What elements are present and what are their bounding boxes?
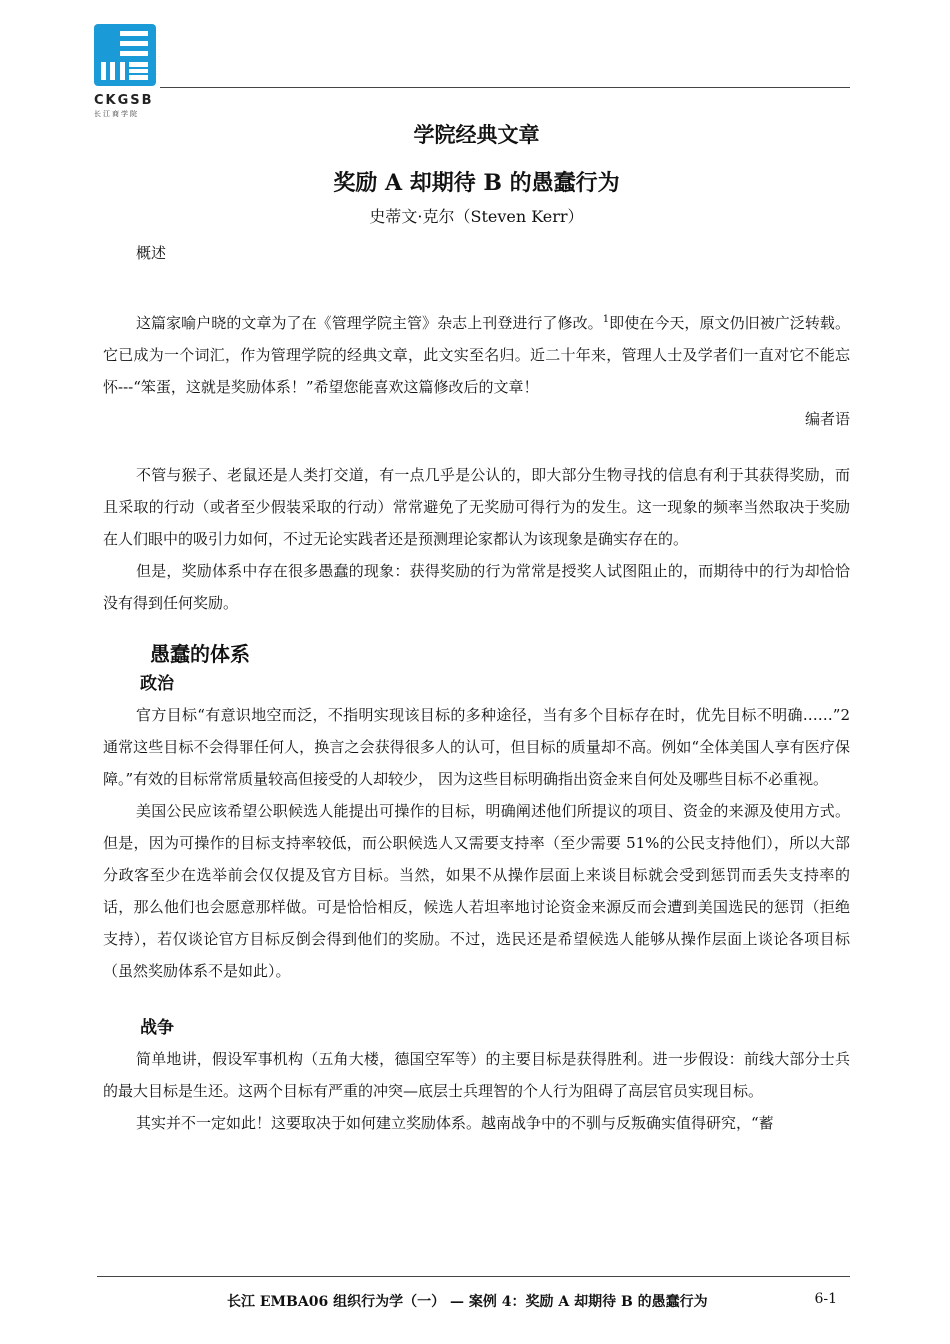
article-content bbox=[103, 118, 850, 1139]
intro-text-a: 这篇家喻户晓的文章为了在《管理学院主管》杂志上刊登进行了修改。 bbox=[136, 314, 603, 332]
ckgsb-logo bbox=[94, 24, 158, 119]
editor-note: 编者语 bbox=[804, 410, 850, 428]
section-title: 学院经典文章 bbox=[413, 122, 540, 147]
body-paragraph-2: 但是，奖励体系中存在很多愚蠢的现象：获得奖励的行为常常是授奖人试图阻止的，而期待中的行为却恰恰没有得到任何奖励。 bbox=[103, 562, 850, 612]
politics-heading: 政治 bbox=[140, 674, 174, 694]
intro-text-b: 即使在今天，原文仍旧被广泛转载。它已成为一个词汇，作为管理学院的经典文章，此文实至名归。近二十年来，管理人士及学者们一直对它不能忘怀---“笨蛋，这就是奖励体系！”希望您能喜欢这篇修改后的文章！ bbox=[103, 314, 850, 396]
footer-rule bbox=[97, 1276, 850, 1277]
article-title: 奖励 A 却期待 B 的愚蠢行为 bbox=[333, 170, 620, 196]
header-rule bbox=[160, 87, 850, 88]
footer-text: 长江 EMBA06 组织行为学（一） — 案例 4：奖励 A 却期待 B 的愚蠢行为 bbox=[227, 1294, 708, 1310]
article-author: 史蒂文·克尔（Steven Kerr） bbox=[369, 207, 584, 226]
logo-subtitle: 长江商学院 bbox=[94, 110, 139, 118]
page-number: 6-1 bbox=[814, 1291, 837, 1307]
ckgsb-logo-icon bbox=[94, 24, 156, 86]
overview-label: 概述 bbox=[136, 244, 167, 262]
footnote-mark: 1 bbox=[602, 314, 610, 325]
intro-paragraph bbox=[103, 304, 850, 403]
politics-paragraph-2: 美国公民应该希望公职候选人能提出可操作的目标，明确阐述他们所提议的项目、资金的来源及使用方式。但是，因为可操作的目标支持率较低，而公职候选人又需要支持率（至少需要 51%的公民支持他们），所以大部分政客至少在选举前会仅仅提及官方目标。当然，如果不从操作层面上来谈目标就会受到惩罚而丢失支持率的话，那么他们也会愿意那样做。可是恰恰相反，候选人若坦率地讨论资金来源反而会遭到美国选民的惩罚（拒绝支持），若仅谈论官方目标反倒会得到他们的奖励。不过，选民还是希望候选人能够从操作层面上谈论各项目标（虽然奖励体系不是如此）。 bbox=[103, 802, 850, 980]
war-paragraph-1: 简单地讲，假设军事机构（五角大楼，德国空军等）的主要目标是获得胜利。进一步假设：前线大部分士兵的最大目标是生还。这两个目标有严重的冲突—底层士兵理智的个人行为阻碍了高层官员实现目标。 bbox=[103, 1050, 850, 1100]
logo-letters: CKGSB bbox=[94, 93, 154, 108]
war-paragraph-2: 其实并不一定如此！这要取决于如何建立奖励体系。越南战争中的不驯与反叛确实值得研究，“蓄 bbox=[136, 1114, 774, 1132]
politics-paragraph-1: 官方目标“有意识地空而泛，不指明实现该目标的多种途径，当有多个目标存在时，优先目标不明确……”2 通常这些目标不会得罪任何人，换言之会获得很多人的认可，但目标的质量却不高。例如“全体美国人享有医疗保障。”有效的目标常常质量较高但接受的人却较少， 因为这些目标明确指出资金来自何处及哪些目标不必重视。 bbox=[103, 706, 850, 788]
body-paragraph-1: 不管与猴子、老鼠还是人类打交道，有一点几乎是公认的，即大部分生物寻找的信息有利于其获得奖励，而且采取的行动（或者至少假装采取的行动）常常避免了无奖励可得行为的发生。这一现象的频率当然取决于奖励在人们眼中的吸引力如何，不过无论实践者还是预测理论家都认为该现象是确实存在的。 bbox=[103, 466, 850, 548]
section-heading: 愚蠢的体系 bbox=[150, 642, 250, 666]
war-heading: 战争 bbox=[140, 1018, 174, 1038]
